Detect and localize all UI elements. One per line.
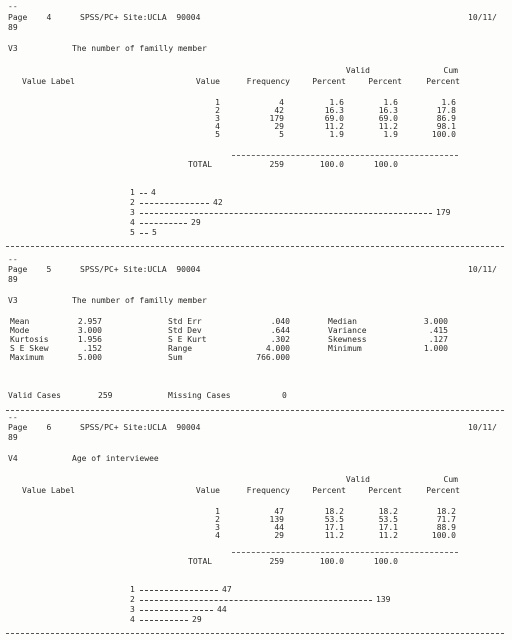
variable-label: The number of familly member — [72, 296, 207, 305]
page-number: Page 5 — [8, 265, 52, 274]
stat-label: Sum — [168, 353, 183, 362]
row-percent: 18.2 — [324, 507, 344, 516]
header-percent: Percent — [312, 77, 346, 86]
row-value: 4 — [215, 531, 220, 540]
row-value: 3 — [215, 523, 220, 532]
histogram-count-label: 179 — [436, 208, 451, 217]
stat-label: S E Skew — [10, 344, 49, 353]
row-frequency: 4 — [279, 98, 284, 107]
row-frequency: 5 — [279, 130, 284, 139]
missing-cases-value: 0 — [282, 391, 287, 400]
stat-value: .415 — [428, 326, 448, 335]
stat-value: 766.000 — [256, 353, 290, 362]
histogram-count-label: 44 — [217, 605, 227, 614]
row-cum-percent: 86.9 — [436, 114, 456, 123]
report-year: 89 — [8, 23, 18, 32]
row-cum-percent: 18.2 — [436, 507, 456, 516]
histogram-bar — [140, 223, 187, 224]
system-header: SPSS/PC+ Site:UCLA 90004 — [80, 13, 201, 22]
total-frequency: 259 — [269, 557, 284, 566]
total-percent: 100.0 — [319, 557, 344, 566]
histogram-category: 4 — [130, 615, 135, 624]
header-valid-percent: Percent — [368, 77, 402, 86]
row-valid-percent: 53.5 — [378, 515, 398, 524]
missing-cases-label: Missing Cases — [168, 391, 231, 400]
stat-value: 3.000 — [77, 326, 102, 335]
page-dash: -- — [8, 413, 18, 422]
row-cum-percent: 98.1 — [436, 122, 456, 131]
histogram-bar — [140, 213, 432, 214]
page-number: Page 4 — [8, 13, 52, 22]
histogram-bar — [140, 193, 147, 194]
histogram-count-label: 5 — [152, 228, 157, 237]
row-percent: 17.1 — [324, 523, 344, 532]
row-value: 2 — [215, 515, 220, 524]
header-percent: Percent — [312, 486, 346, 495]
header-frequency: Frequency — [246, 77, 290, 86]
row-percent: 1.6 — [329, 98, 344, 107]
variable-name: V4 — [8, 454, 18, 463]
row-value: 5 — [215, 130, 220, 139]
row-frequency: 139 — [269, 515, 284, 524]
stat-value: .644 — [270, 326, 290, 335]
header-cum: Cum — [443, 66, 458, 75]
page-dash: -- — [8, 2, 18, 11]
histogram-count-label: 4 — [151, 188, 156, 197]
row-frequency: 179 — [269, 114, 284, 123]
stat-value: 2.957 — [77, 317, 102, 326]
histogram-bar — [140, 610, 213, 611]
header-cum-percent: Percent — [426, 77, 460, 86]
system-header: SPSS/PC+ Site:UCLA 90004 — [80, 265, 201, 274]
stat-value: 3.000 — [423, 317, 448, 326]
stat-value: 1.000 — [423, 344, 448, 353]
histogram-category: 3 — [130, 605, 135, 614]
header-valid: Valid — [345, 475, 370, 484]
stat-label: Kurtosis — [10, 335, 49, 344]
row-percent: 1.9 — [329, 130, 344, 139]
stat-value: .152 — [82, 344, 102, 353]
header-valid-percent: Percent — [368, 486, 402, 495]
page-separator — [6, 246, 504, 247]
stat-label: Variance — [328, 326, 367, 335]
histogram-count-label: 47 — [222, 585, 232, 594]
stat-label: Minimum — [328, 344, 362, 353]
header-value: Value — [195, 486, 220, 495]
row-cum-percent: 100.0 — [431, 531, 456, 540]
report-year: 89 — [8, 275, 18, 284]
variable-label: Age of interviewee — [72, 454, 159, 463]
system-header: SPSS/PC+ Site:UCLA 90004 — [80, 423, 201, 432]
histogram-bar — [140, 600, 372, 601]
stat-label: Range — [168, 344, 193, 353]
histogram-category: 1 — [130, 188, 135, 197]
header-cum: Cum — [443, 475, 458, 484]
report-date: 10/11/ — [468, 423, 497, 432]
total-label: TOTAL — [188, 160, 213, 169]
histogram-bar — [140, 233, 148, 234]
histogram-bar — [140, 590, 218, 591]
total-valid-percent: 100.0 — [373, 160, 398, 169]
total-frequency: 259 — [269, 160, 284, 169]
stat-value: .127 — [428, 335, 448, 344]
valid-cases-value: 259 — [98, 391, 113, 400]
row-value: 2 — [215, 106, 220, 115]
histogram-category: 5 — [130, 228, 135, 237]
stat-label: Median — [328, 317, 357, 326]
row-valid-percent: 69.0 — [378, 114, 398, 123]
histogram-bar — [140, 620, 188, 621]
header-value-label: Value Label — [22, 486, 75, 495]
row-valid-percent: 11.2 — [378, 122, 398, 131]
histogram-category: 1 — [130, 585, 135, 594]
stat-label: Mean — [10, 317, 30, 326]
row-frequency: 29 — [274, 531, 284, 540]
variable-name: V3 — [8, 44, 18, 53]
stat-label: Std Err — [168, 317, 202, 326]
stat-label: Std Dev — [168, 326, 202, 335]
histogram-count-label: 29 — [191, 218, 201, 227]
header-frequency: Frequency — [246, 486, 290, 495]
valid-cases-label: Valid Cases — [8, 391, 61, 400]
row-percent: 53.5 — [324, 515, 344, 524]
header-value: Value — [195, 77, 220, 86]
stat-label: Skewness — [328, 335, 367, 344]
row-percent: 16.3 — [324, 106, 344, 115]
report-year: 89 — [8, 433, 18, 442]
stat-value: 1.956 — [77, 335, 102, 344]
row-percent: 11.2 — [324, 531, 344, 540]
row-value: 4 — [215, 122, 220, 131]
row-frequency: 44 — [274, 523, 284, 532]
row-valid-percent: 1.6 — [383, 98, 398, 107]
stat-label: Maximum — [10, 353, 44, 362]
histogram-count-label: 42 — [213, 198, 223, 207]
row-valid-percent: 18.2 — [378, 507, 398, 516]
row-cum-percent: 100.0 — [431, 130, 456, 139]
stat-label: Mode — [10, 326, 30, 335]
stat-value: .040 — [270, 317, 290, 326]
header-cum-percent: Percent — [426, 486, 460, 495]
page-separator — [6, 633, 504, 634]
row-valid-percent: 16.3 — [378, 106, 398, 115]
histogram-count-label: 139 — [376, 595, 391, 604]
row-frequency: 29 — [274, 122, 284, 131]
row-valid-percent: 11.2 — [378, 531, 398, 540]
row-value: 3 — [215, 114, 220, 123]
total-rule — [232, 552, 458, 553]
row-frequency: 47 — [274, 507, 284, 516]
row-cum-percent: 1.6 — [441, 98, 456, 107]
histogram-category: 4 — [130, 218, 135, 227]
report-date: 10/11/ — [468, 13, 497, 22]
row-cum-percent: 17.8 — [436, 106, 456, 115]
stat-value: .302 — [270, 335, 290, 344]
histogram-category: 2 — [130, 595, 135, 604]
histogram-category: 3 — [130, 208, 135, 217]
row-value: 1 — [215, 98, 220, 107]
report-date: 10/11/ — [468, 265, 497, 274]
stat-value: 4.000 — [265, 344, 290, 353]
stat-label: S E Kurt — [168, 335, 207, 344]
histogram-category: 2 — [130, 198, 135, 207]
page-separator — [6, 410, 504, 411]
total-valid-percent: 100.0 — [373, 557, 398, 566]
variable-name: V3 — [8, 296, 18, 305]
row-valid-percent: 1.9 — [383, 130, 398, 139]
total-label: TOTAL — [188, 557, 213, 566]
row-value: 1 — [215, 507, 220, 516]
variable-label: The number of familly member — [72, 44, 207, 53]
total-rule — [232, 155, 458, 156]
header-value-label: Value Label — [22, 77, 75, 86]
row-percent: 11.2 — [324, 122, 344, 131]
row-frequency: 42 — [274, 106, 284, 115]
header-valid: Valid — [345, 66, 370, 75]
page-number: Page 6 — [8, 423, 52, 432]
page-dash: -- — [8, 255, 18, 264]
row-cum-percent: 88.9 — [436, 523, 456, 532]
stat-value: 5.000 — [77, 353, 102, 362]
histogram-count-label: 29 — [192, 615, 202, 624]
row-valid-percent: 17.1 — [378, 523, 398, 532]
total-percent: 100.0 — [319, 160, 344, 169]
row-cum-percent: 71.7 — [436, 515, 456, 524]
row-percent: 69.0 — [324, 114, 344, 123]
histogram-bar — [140, 203, 209, 204]
